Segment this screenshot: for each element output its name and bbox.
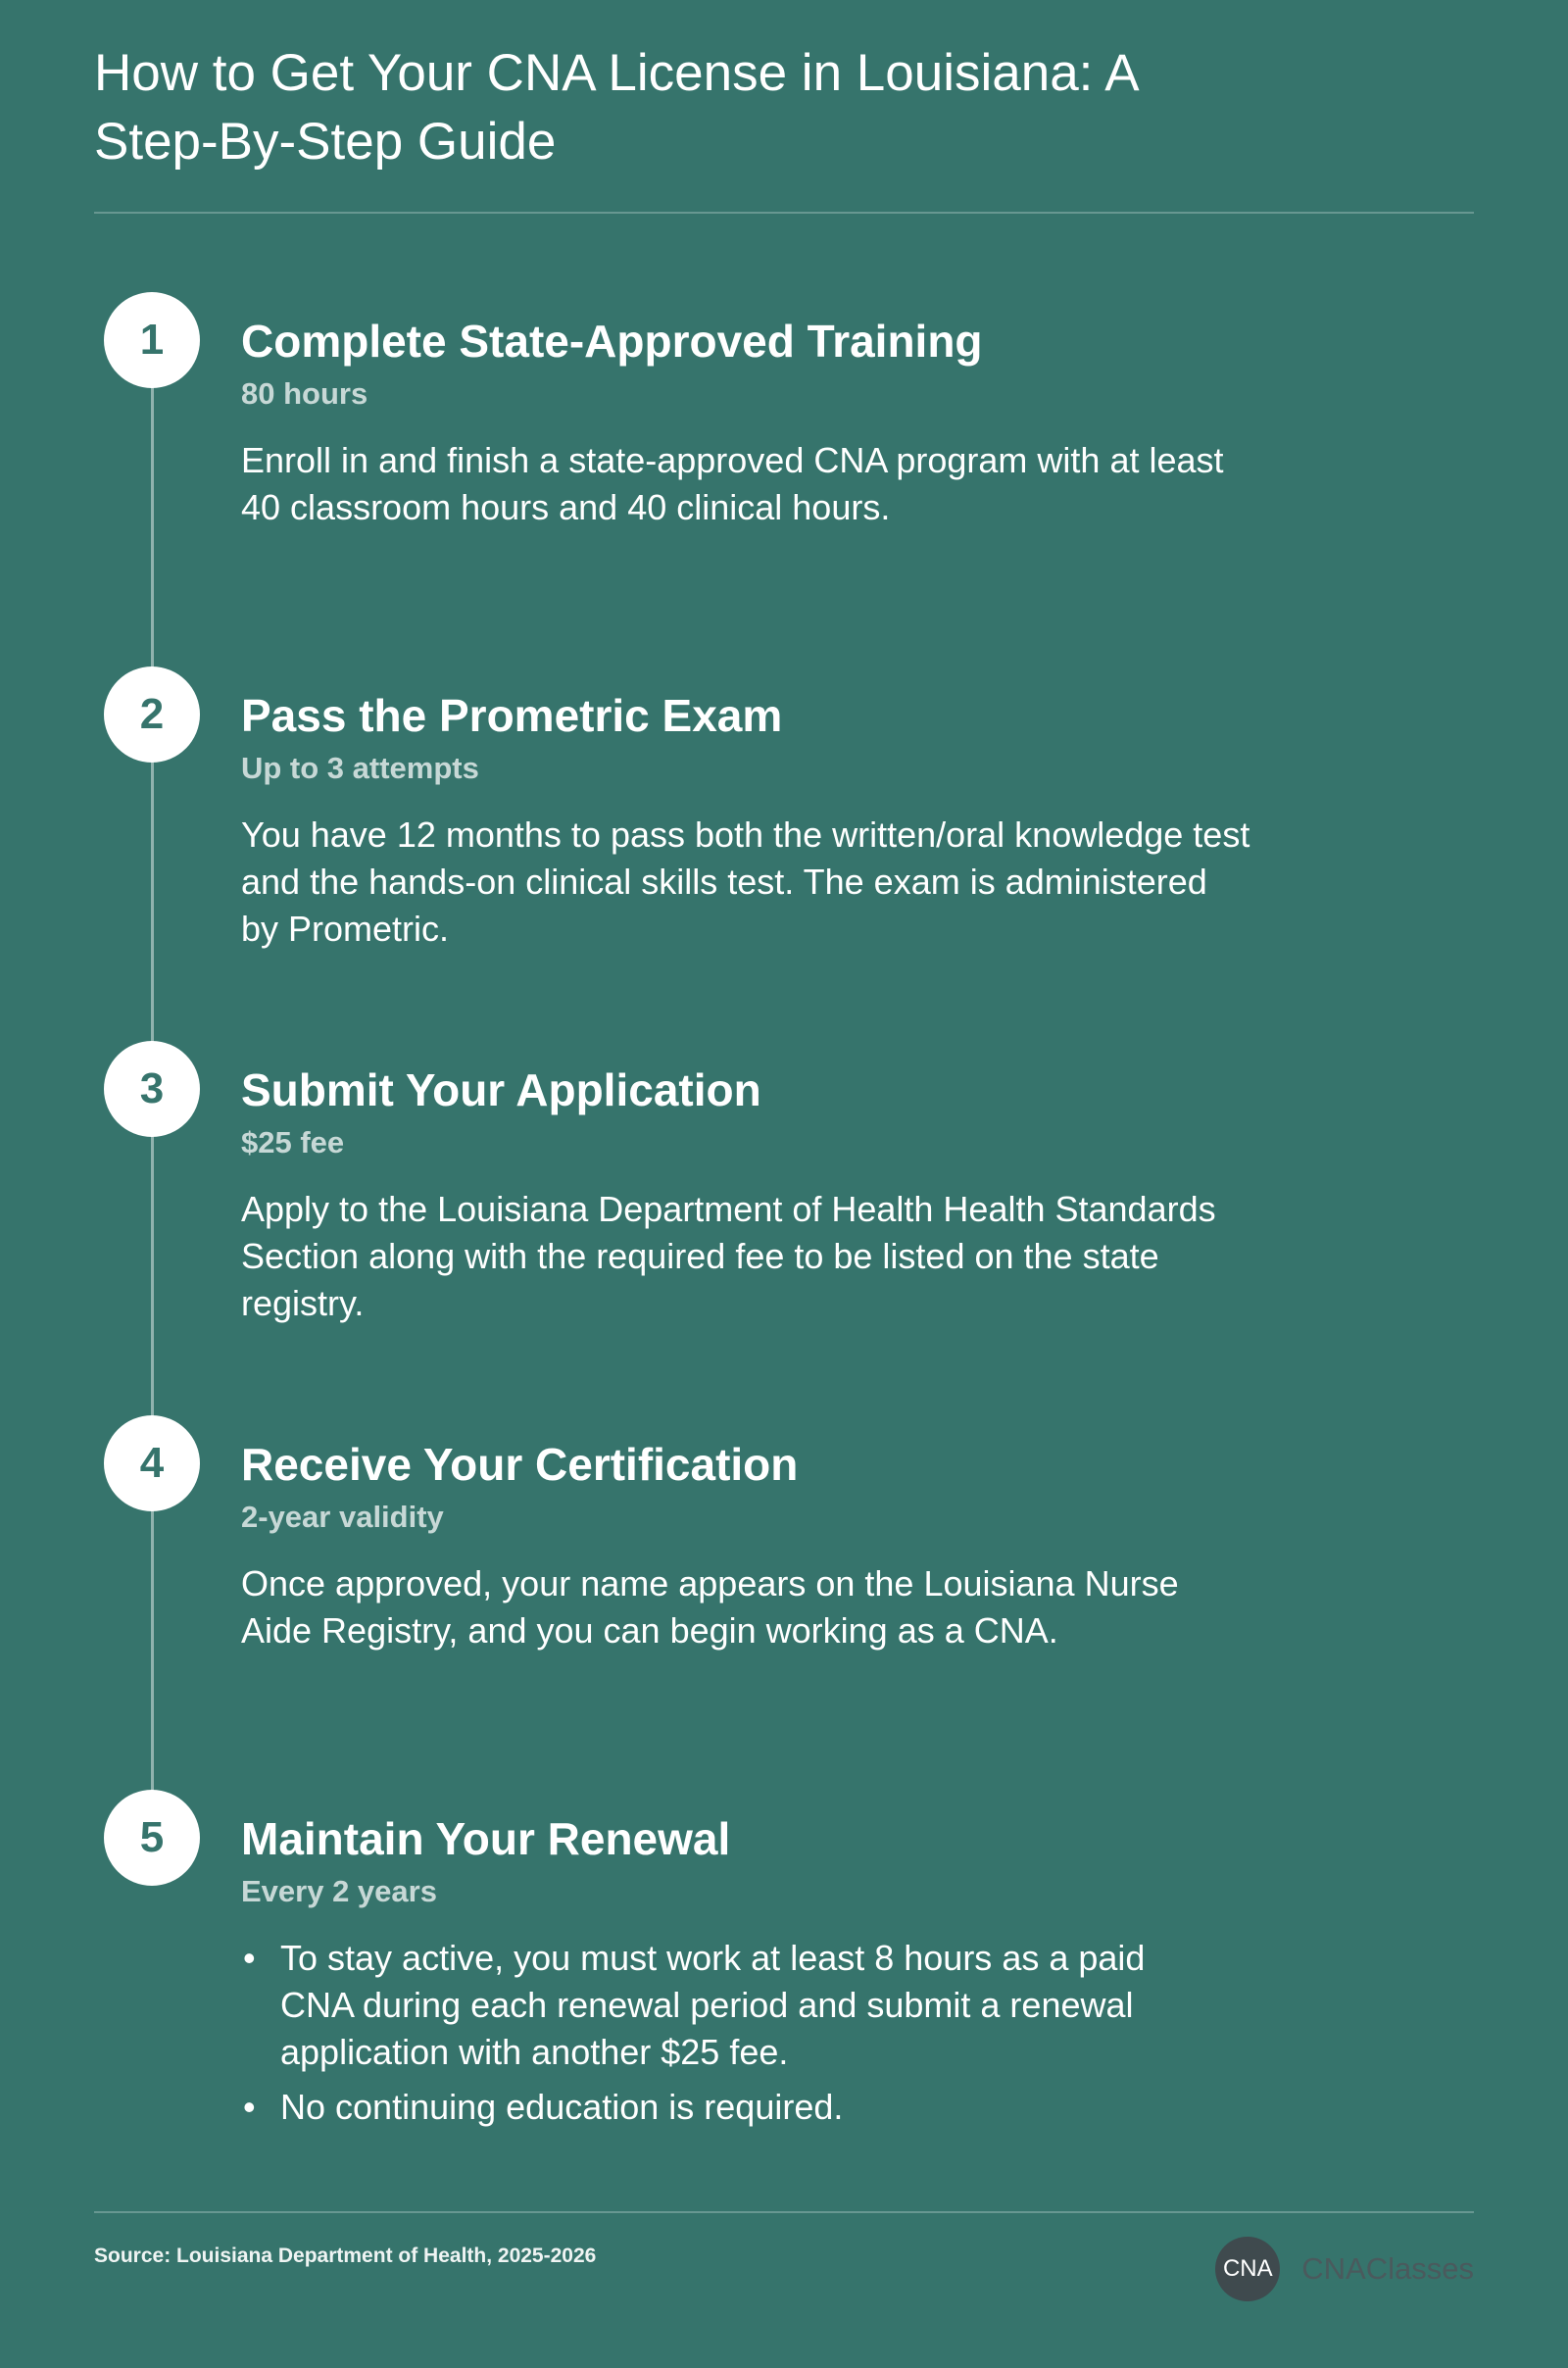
step-description: Enroll in and finish a state-approved CNA program with at least 40 classroom hours and 40 clinical hours.	[241, 440, 1224, 527]
step-meta: 80 hours	[241, 376, 368, 411]
step-number-badge: 2	[104, 666, 200, 763]
step-bullet-list	[241, 1935, 1162, 2139]
step-meta: Up to 3 attempts	[241, 751, 479, 785]
step-meta: Every 2 years	[241, 1874, 437, 1908]
bullet-text: No continuing education is required.	[280, 2087, 844, 2127]
step-title: Pass the Prometric Exam	[241, 690, 783, 741]
header-divider	[94, 212, 1474, 214]
step-meta: $25 fee	[241, 1125, 345, 1159]
source-note: Source: Louisiana Department of Health, 2025-2026	[94, 2245, 597, 2267]
step-description: You have 12 months to pass both the written/oral knowledge test and the hands-on clinical skills test. The exam is administered by Prometric.	[241, 814, 1250, 949]
logo-wordmark: CNAClasses	[1301, 2251, 1474, 2286]
bullet-item	[241, 2084, 1162, 2131]
step-title: Submit Your Application	[241, 1064, 761, 1115]
step-title: Complete State-Approved Training	[241, 316, 983, 367]
step-number-badge: 5	[104, 1790, 200, 1886]
bullet-text: To stay active, you must work at least 8 hours as a paid CNA during each renewal period and submit a renewal application with another $25 fee.	[280, 1938, 1146, 2072]
step-description: Once approved, your name appears on the Louisiana Nurse Aide Registry, and you can begin working as a CNA.	[241, 1563, 1179, 1651]
step-title: Receive Your Certification	[241, 1439, 799, 1490]
step-number-badge: 3	[104, 1041, 200, 1137]
step-title: Maintain Your Renewal	[241, 1813, 731, 1864]
bullet-dot-icon: •	[243, 2087, 256, 2127]
brand-logo	[1215, 2237, 1474, 2301]
footer-divider	[94, 2211, 1474, 2213]
logo-badge-icon: CNA	[1215, 2237, 1280, 2301]
step-description: Apply to the Louisiana Department of Health Health Standards Section along with the required fee to be listed on the state registry.	[241, 1189, 1216, 1323]
bullet-dot-icon: •	[243, 1938, 256, 1978]
page-title: How to Get Your CNA License in Louisiana: A Step-By-Step Guide	[94, 44, 1137, 171]
step-number-badge: 1	[104, 292, 200, 388]
step-meta: 2-year validity	[241, 1500, 444, 1534]
bullet-item	[241, 1935, 1162, 2076]
step-number-badge: 4	[104, 1415, 200, 1511]
